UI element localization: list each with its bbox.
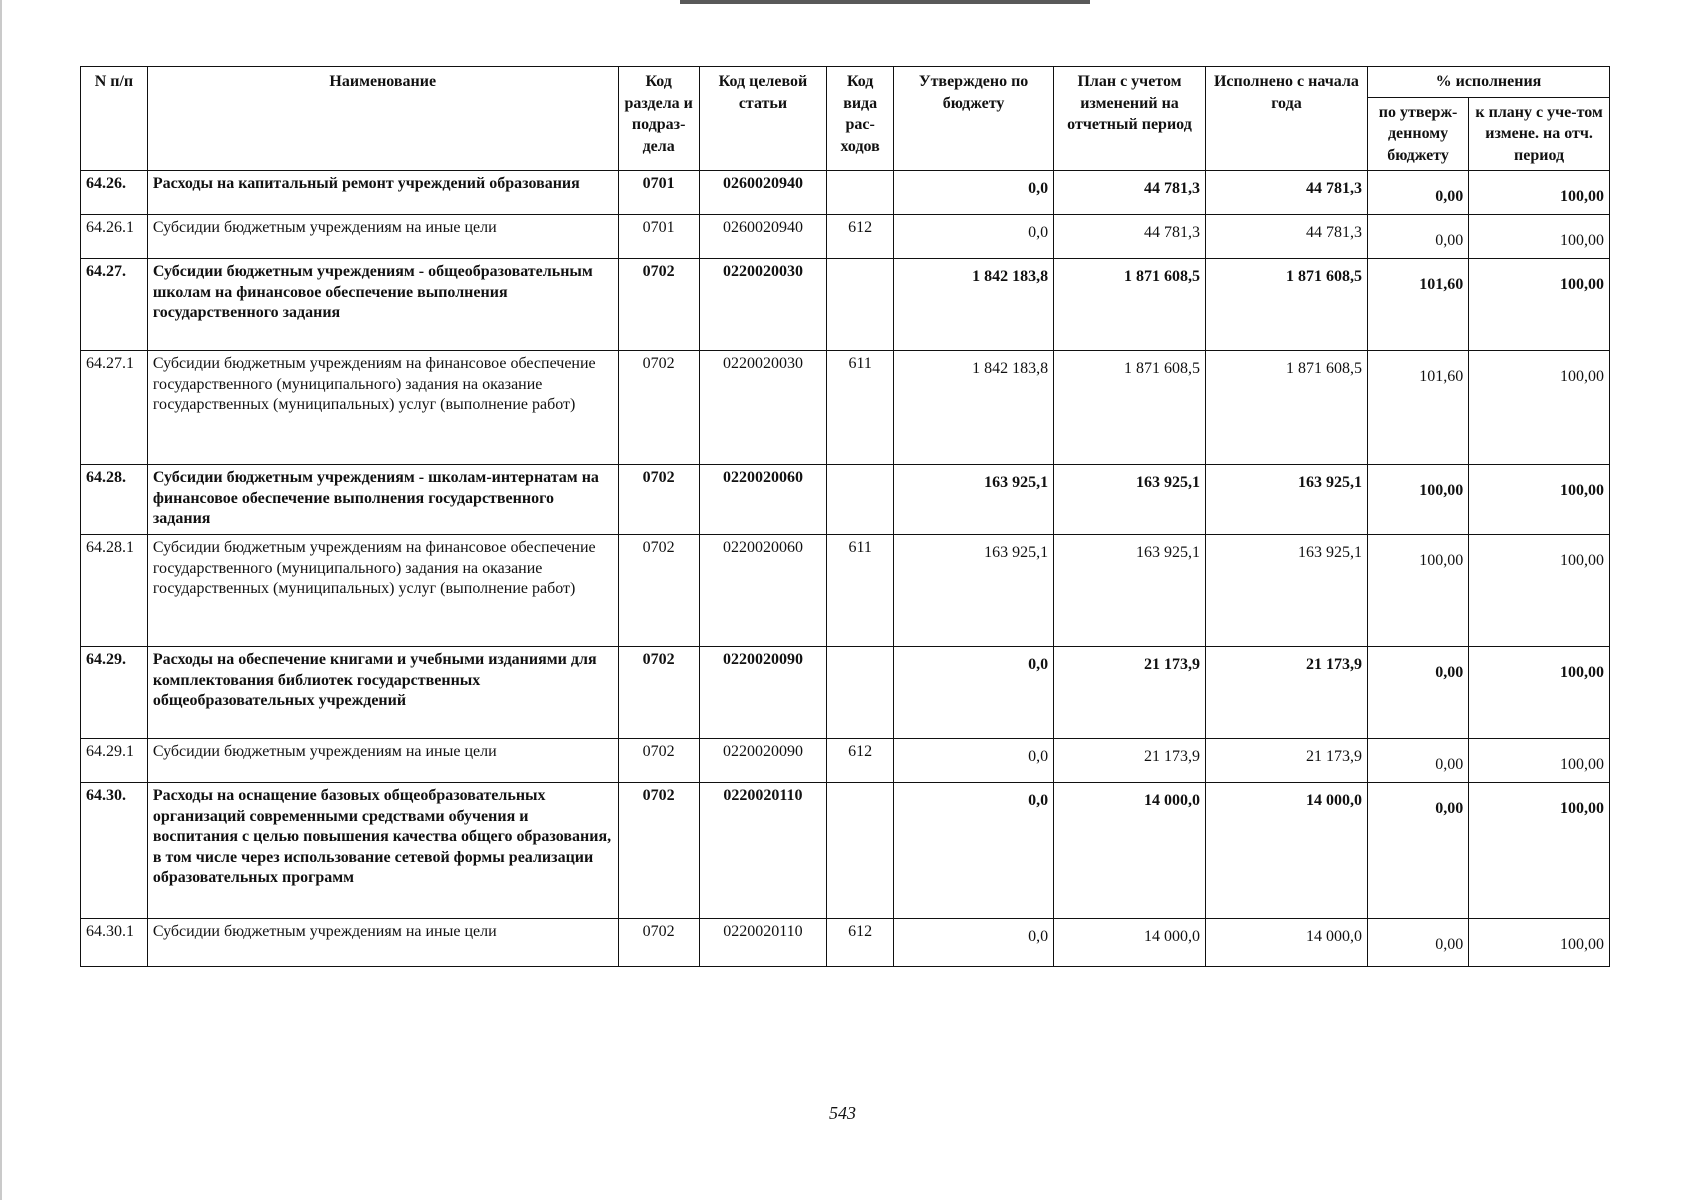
row-target-code: 0220020060 [699,535,827,647]
row-name: Расходы на оснащение базовых общеобразовательных организаций современными средствами обучения и воспитания с целью повышения качества общего образования, в том числе через использование сетевой формы реализации образовательных программ [147,783,618,919]
table-row [81,739,1610,783]
row-section-code: 0702 [618,783,699,919]
row-section-code: 0701 [618,171,699,215]
row-pct-plan: 100,00 [1469,259,1610,351]
row-executed: 163 925,1 [1205,465,1367,535]
row-section-code: 0702 [618,647,699,739]
row-section-code: 0702 [618,351,699,465]
row-approved: 163 925,1 [894,535,1054,647]
table-row [81,259,1610,351]
row-executed: 21 173,9 [1205,739,1367,783]
table-row [81,171,1610,215]
row-plan: 1 871 608,5 [1054,259,1206,351]
row-plan: 1 871 608,5 [1054,351,1206,465]
row-pct-plan: 100,00 [1469,171,1610,215]
row-executed: 163 925,1 [1205,535,1367,647]
row-expense-type: 612 [827,919,894,967]
row-pct-budget: 101,60 [1367,351,1468,465]
row-executed: 44 781,3 [1205,215,1367,259]
row-expense-type [827,647,894,739]
row-target-code: 0220020110 [699,783,827,919]
row-num: 64.27. [81,259,148,351]
row-target-code: 0220020110 [699,919,827,967]
row-executed: 1 871 608,5 [1205,259,1367,351]
row-num: 64.27.1 [81,351,148,465]
row-name: Расходы на капитальный ремонт учреждений образования [147,171,618,215]
row-section-code: 0702 [618,259,699,351]
row-expense-type: 611 [827,351,894,465]
row-section-code: 0702 [618,465,699,535]
row-name: Субсидии бюджетным учреждениям на иные цели [147,215,618,259]
row-expense-type: 612 [827,739,894,783]
row-expense-type: 611 [827,535,894,647]
row-executed: 14 000,0 [1205,783,1367,919]
row-executed: 1 871 608,5 [1205,351,1367,465]
header-percent-group: % исполнения [1367,67,1609,98]
row-pct-budget: 0,00 [1367,647,1468,739]
row-name: Расходы на обеспечение книгами и учебными изданиями для комплектования библиотек государственных общеобразовательных учреждений [147,647,618,739]
header-plan: План с учетом изменений на отчетный период [1054,67,1206,171]
row-num: 64.30.1 [81,919,148,967]
row-pct-budget: 0,00 [1367,783,1468,919]
row-plan: 163 925,1 [1054,535,1206,647]
row-num: 64.28.1 [81,535,148,647]
row-section-code: 0701 [618,215,699,259]
row-num: 64.26.1 [81,215,148,259]
header-name: Наименование [147,67,618,171]
row-pct-plan: 100,00 [1469,739,1610,783]
row-approved: 163 925,1 [894,465,1054,535]
row-plan: 14 000,0 [1054,783,1206,919]
row-section-code: 0702 [618,535,699,647]
row-pct-plan: 100,00 [1469,647,1610,739]
header-pct-plan: к плану с уче-том измене. на отч. период [1469,97,1610,171]
row-expense-type [827,783,894,919]
table-row [81,351,1610,465]
header-target-code: Код целевой статьи [699,67,827,171]
row-plan: 163 925,1 [1054,465,1206,535]
row-target-code: 0220020090 [699,739,827,783]
table-header-row [81,67,1610,98]
row-approved: 0,0 [894,739,1054,783]
row-pct-budget: 101,60 [1367,259,1468,351]
row-name: Субсидии бюджетным учреждениям на финансовое обеспечение государственного (муниципального) задания на оказание государственных (муниципальных) услуг (выполнение работ) [147,535,618,647]
row-pct-budget: 0,00 [1367,739,1468,783]
row-pct-budget: 100,00 [1367,465,1468,535]
header-approved: Утверждено по бюджету [894,67,1054,171]
row-pct-plan: 100,00 [1469,465,1610,535]
row-name: Субсидии бюджетным учреждениям на иные цели [147,919,618,967]
row-name: Субсидии бюджетным учреждениям на иные цели [147,739,618,783]
row-expense-type [827,171,894,215]
row-approved: 0,0 [894,215,1054,259]
row-pct-plan: 100,00 [1469,919,1610,967]
page-number: 543 [829,1103,856,1123]
row-target-code: 0260020940 [699,215,827,259]
table-row [81,535,1610,647]
row-pct-plan: 100,00 [1469,783,1610,919]
row-num: 64.30. [81,783,148,919]
header-pct-budget: по утверж-денному бюджету [1367,97,1468,171]
table-row [81,465,1610,535]
row-section-code: 0702 [618,919,699,967]
budget-execution-table [80,66,1610,967]
row-num: 64.29.1 [81,739,148,783]
row-name: Субсидии бюджетным учреждениям - общеобразовательным школам на финансовое обеспечение выполнения государственного задания [147,259,618,351]
row-pct-budget: 0,00 [1367,919,1468,967]
row-target-code: 0220020060 [699,465,827,535]
row-pct-plan: 100,00 [1469,215,1610,259]
row-target-code: 0220020030 [699,351,827,465]
header-section-code: Код раздела и подраз-дела [618,67,699,171]
table-body [81,171,1610,967]
page-edge-mark [0,0,2,1200]
row-plan: 44 781,3 [1054,171,1206,215]
row-num: 64.26. [81,171,148,215]
row-plan: 14 000,0 [1054,919,1206,967]
header-num: N п/п [81,67,148,171]
row-name: Субсидии бюджетным учреждениям на финансовое обеспечение государственного (муниципального) задания на оказание государственных (муниципальных) услуг (выполнение работ) [147,351,618,465]
top-scan-smudge [680,0,1090,4]
row-target-code: 0220020090 [699,647,827,739]
row-num: 64.29. [81,647,148,739]
table-row [81,783,1610,919]
row-expense-type [827,465,894,535]
header-expense-type: Код вида рас-ходов [827,67,894,171]
row-expense-type: 612 [827,215,894,259]
row-name: Субсидии бюджетным учреждениям - школам-интернатам на финансовое обеспечение выполнения государственного задания [147,465,618,535]
row-target-code: 0220020030 [699,259,827,351]
row-executed: 14 000,0 [1205,919,1367,967]
row-num: 64.28. [81,465,148,535]
row-pct-budget: 0,00 [1367,215,1468,259]
row-pct-budget: 0,00 [1367,171,1468,215]
row-plan: 44 781,3 [1054,215,1206,259]
table-row [81,215,1610,259]
row-executed: 44 781,3 [1205,171,1367,215]
table-row [81,647,1610,739]
row-plan: 21 173,9 [1054,739,1206,783]
row-section-code: 0702 [618,739,699,783]
row-target-code: 0260020940 [699,171,827,215]
row-approved: 1 842 183,8 [894,351,1054,465]
row-approved: 0,0 [894,171,1054,215]
table-row [81,919,1610,967]
row-approved: 0,0 [894,647,1054,739]
row-pct-budget: 100,00 [1367,535,1468,647]
budget-table-container [80,66,1610,967]
row-approved: 0,0 [894,783,1054,919]
row-pct-plan: 100,00 [1469,535,1610,647]
header-executed: Исполнено с начала года [1205,67,1367,171]
row-approved: 0,0 [894,919,1054,967]
row-plan: 21 173,9 [1054,647,1206,739]
row-approved: 1 842 183,8 [894,259,1054,351]
row-executed: 21 173,9 [1205,647,1367,739]
row-pct-plan: 100,00 [1469,351,1610,465]
row-expense-type [827,259,894,351]
